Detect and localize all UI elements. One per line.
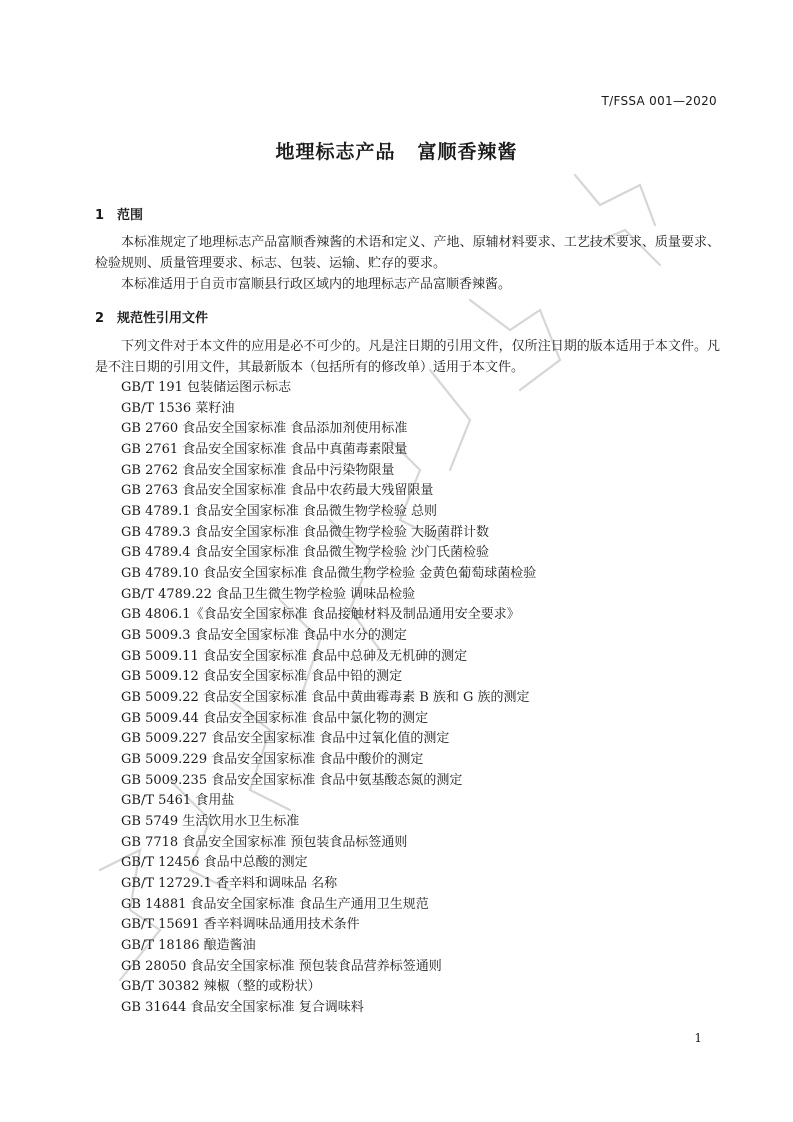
standard-code: T/FSSA 001—2020	[601, 94, 717, 108]
reference-item: GB 2760 食品安全国家标准 食品添加剂使用标准	[121, 421, 408, 437]
title-part-1: 地理标志产品	[275, 141, 396, 163]
section-2-number: 2	[95, 311, 105, 326]
reference-item: GB 28050 食品安全国家标准 预包装食品营养标签通则	[121, 958, 442, 974]
document-title	[0, 137, 793, 164]
reference-item: GB 4789.10 食品安全国家标准 食品微生物学检验 金黄色葡萄球菌检验	[121, 566, 537, 582]
title-part-2: 富顺香辣酱	[417, 141, 518, 163]
reference-item: GB 5009.227 食品安全国家标准 食品中过氧化值的测定	[121, 731, 450, 747]
section-2-paragraph-1: 下列文件对于本文件的应用是必不可少的。凡是注日期的引用文件，仅所注日期的版本适用于本文件。凡是不注日期的引用文件，其最新版本（包括所有的修改单）适用于本文件。	[95, 339, 720, 375]
reference-item: GB/T 15691 香辛料调味品通用技术条件	[121, 917, 360, 933]
reference-list	[121, 378, 536, 1019]
reference-item: GB/T 191 包装储运图示标志	[121, 380, 292, 395]
reference-item: GB 5749 生活饮用水卫生标准	[121, 814, 300, 830]
reference-item: GB/T 12729.1 香辛料和调味品 名称	[121, 876, 338, 892]
reference-item: GB 4789.3 食品安全国家标准 食品微生物学检验 大肠菌群计数	[121, 524, 489, 540]
reference-item: GB/T 12456 食品中总酸的测定	[121, 855, 308, 871]
reference-item: GB 5009.235 食品安全国家标准 食品中氨基酸态氮的测定	[121, 772, 463, 788]
reference-item: GB/T 18186 酿造酱油	[121, 938, 256, 954]
reference-item: GB 5009.229 食品安全国家标准 食品中酸价的测定	[121, 752, 424, 768]
reference-item: GB 7718 食品安全国家标准 预包装食品标签通则	[121, 834, 408, 850]
section-2-title: 规范性引用文件	[117, 311, 209, 326]
reference-item: GB 4789.1 食品安全国家标准 食品微生物学检验 总则	[121, 504, 437, 520]
section-1-title: 范围	[117, 208, 144, 223]
reference-item: GB/T 4789.22 食品卫生微生物学检验 调味品检验	[121, 586, 416, 602]
reference-item: GB 2761 食品安全国家标准 食品中真菌毒素限量	[121, 442, 408, 458]
reference-item: GB/T 1536 菜籽油	[121, 400, 235, 416]
reference-item: GB/T 5461 食用盐	[121, 793, 235, 809]
reference-item: GB 31644 食品安全国家标准 复合调味料	[121, 1000, 364, 1016]
reference-item: GB 5009.12 食品安全国家标准 食品中铅的测定	[121, 669, 403, 685]
reference-item: GB 4806.1《食品安全国家标准 食品接触材料及制品通用安全要求》	[121, 607, 520, 623]
reference-item: GB 5009.3 食品安全国家标准 食品中水分的测定	[121, 628, 407, 644]
section-2-heading	[95, 307, 208, 326]
reference-item: GB 14881 食品安全国家标准 食品生产通用卫生规范	[121, 896, 429, 912]
section-1-number: 1	[95, 208, 105, 223]
reference-item: GB 5009.44 食品安全国家标准 食品中氯化物的测定	[121, 710, 429, 726]
section-1-heading	[95, 204, 143, 223]
reference-item: GB 4789.4 食品安全国家标准 食品微生物学检验 沙门氏菌检验	[121, 545, 489, 561]
section-1-paragraph-2: 本标准适用于自贡市富顺县行政区域内的地理标志产品富顺香辣酱。	[121, 277, 512, 292]
reference-item: GB/T 30382 辣椒（整的或粉状）	[121, 979, 321, 995]
page-number: 1	[694, 1031, 702, 1045]
reference-item: GB 2763 食品安全国家标准 食品中农药最大残留限量	[121, 483, 434, 499]
reference-item: GB 5009.11 食品安全国家标准 食品中总砷及无机砷的测定	[121, 648, 468, 664]
section-1-paragraph-1: 本标准规定了地理标志产品富顺香辣酱的术语和定义、产地、原辅材料要求、工艺技术要求、质量要求、检验规则、质量管理要求、标志、包装、运输、贮存的要求。	[95, 235, 720, 271]
reference-item: GB 5009.22 食品安全国家标准 食品中黄曲霉毒素 B 族和 G 族的测定	[121, 690, 530, 706]
reference-item: GB 2762 食品安全国家标准 食品中污染物限量	[121, 462, 395, 478]
